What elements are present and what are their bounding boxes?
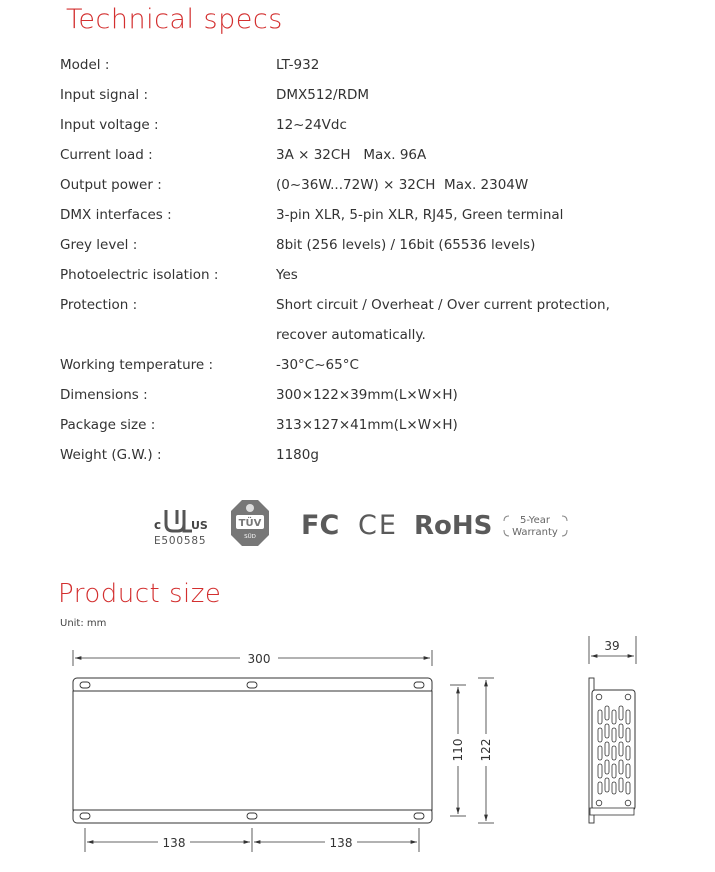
spec-label: Output power :	[60, 177, 162, 193]
spec-value: 3A × 32CH Max. 96A	[276, 147, 427, 163]
spec-row-weight	[60, 447, 660, 477]
spec-row-output-power	[60, 177, 660, 207]
rohs-logo: RoHS	[414, 511, 493, 541]
spec-row-protection	[60, 297, 660, 357]
width-outer-label: 122	[479, 738, 493, 762]
spec-value-line2: recover automatically.	[276, 327, 426, 343]
tuv-logo	[231, 500, 269, 546]
ul-c-text: c	[154, 518, 162, 532]
spec-row-working-temperature	[60, 357, 660, 387]
spec-value: 313×127×41mm(L×W×H)	[276, 417, 458, 433]
fcc-logo: FC	[301, 510, 340, 541]
ul-icon	[166, 510, 192, 531]
ul-logo	[154, 510, 208, 547]
spec-label: Model :	[60, 57, 110, 73]
spec-value: 1180g	[276, 447, 319, 463]
spec-label: Input voltage :	[60, 117, 159, 133]
spec-label: Working temperature :	[60, 357, 214, 373]
spec-label: Input signal :	[60, 87, 149, 103]
spec-value: 300×122×39mm(L×W×H)	[276, 387, 458, 403]
height-dimension	[589, 636, 636, 664]
spec-label: Grey level :	[60, 237, 138, 253]
height-label: 39	[604, 639, 620, 653]
warranty-badge	[504, 515, 567, 538]
width-outer-dimension	[478, 678, 494, 823]
product-size-title: Product size	[58, 579, 222, 609]
specs-title: Technical specs	[66, 4, 283, 35]
spec-row-dimensions	[60, 387, 660, 417]
product-size-drawing	[0, 630, 715, 872]
width-inner-label: 110	[451, 738, 465, 762]
length-label: 300	[247, 652, 271, 666]
spec-label: Package size :	[60, 417, 156, 433]
ul-number: E500585	[154, 535, 207, 547]
spec-value: -30°C~65°C	[276, 357, 359, 373]
spec-label: Current load :	[60, 147, 153, 163]
spec-value: Yes	[276, 267, 298, 283]
warranty-line2: Warranty	[512, 527, 558, 538]
bottom-left-label: 138	[162, 836, 186, 850]
spec-row-model	[60, 57, 660, 87]
spec-value: (0~36W...72W) × 32CH Max. 2304W	[276, 177, 529, 193]
spec-value: DMX512/RDM	[276, 87, 370, 103]
spec-value: LT-932	[276, 57, 320, 73]
spec-row-input-voltage	[60, 117, 660, 147]
warranty-line1: 5-Year	[520, 515, 550, 526]
tuv-sub-text: SÜD	[244, 534, 256, 540]
controller-front-view	[73, 678, 432, 823]
spec-row-current-load	[60, 147, 660, 177]
spec-value: 3-pin XLR, 5-pin XLR, RJ45, Green terminal	[276, 207, 564, 223]
spec-label: DMX interfaces :	[60, 207, 172, 223]
tuv-text: TÜV	[238, 518, 262, 529]
spec-label: Protection :	[60, 297, 138, 313]
spec-row-grey-level	[60, 237, 660, 267]
ce-logo: CE	[358, 510, 398, 541]
spec-row-dmx-interfaces	[60, 207, 660, 237]
spec-row-photoelectric-isolation	[60, 267, 660, 297]
spec-label: Dimensions :	[60, 387, 148, 403]
spec-label: Photoelectric isolation :	[60, 267, 219, 283]
ul-us-text: US	[191, 519, 208, 532]
controller-side-view	[589, 678, 635, 823]
spec-row-package-size	[60, 417, 660, 447]
spec-value: 12~24Vdc	[276, 117, 347, 133]
spec-value: Short circuit / Overheat / Over current protection,	[276, 297, 610, 313]
certification-logos	[148, 498, 588, 554]
bottom-right-label: 138	[329, 836, 353, 850]
unit-label: Unit: mm	[60, 618, 107, 629]
spec-row-input-signal	[60, 87, 660, 117]
width-inner-dimension	[450, 685, 466, 816]
length-dimension	[73, 650, 432, 666]
spec-value: 8bit (256 levels) / 16bit (65536 levels)	[276, 237, 536, 253]
spec-label: Weight (G.W.) :	[60, 447, 162, 463]
tuv-emblem-icon	[246, 504, 254, 512]
bottom-hole-spacing-dimension	[85, 828, 419, 852]
